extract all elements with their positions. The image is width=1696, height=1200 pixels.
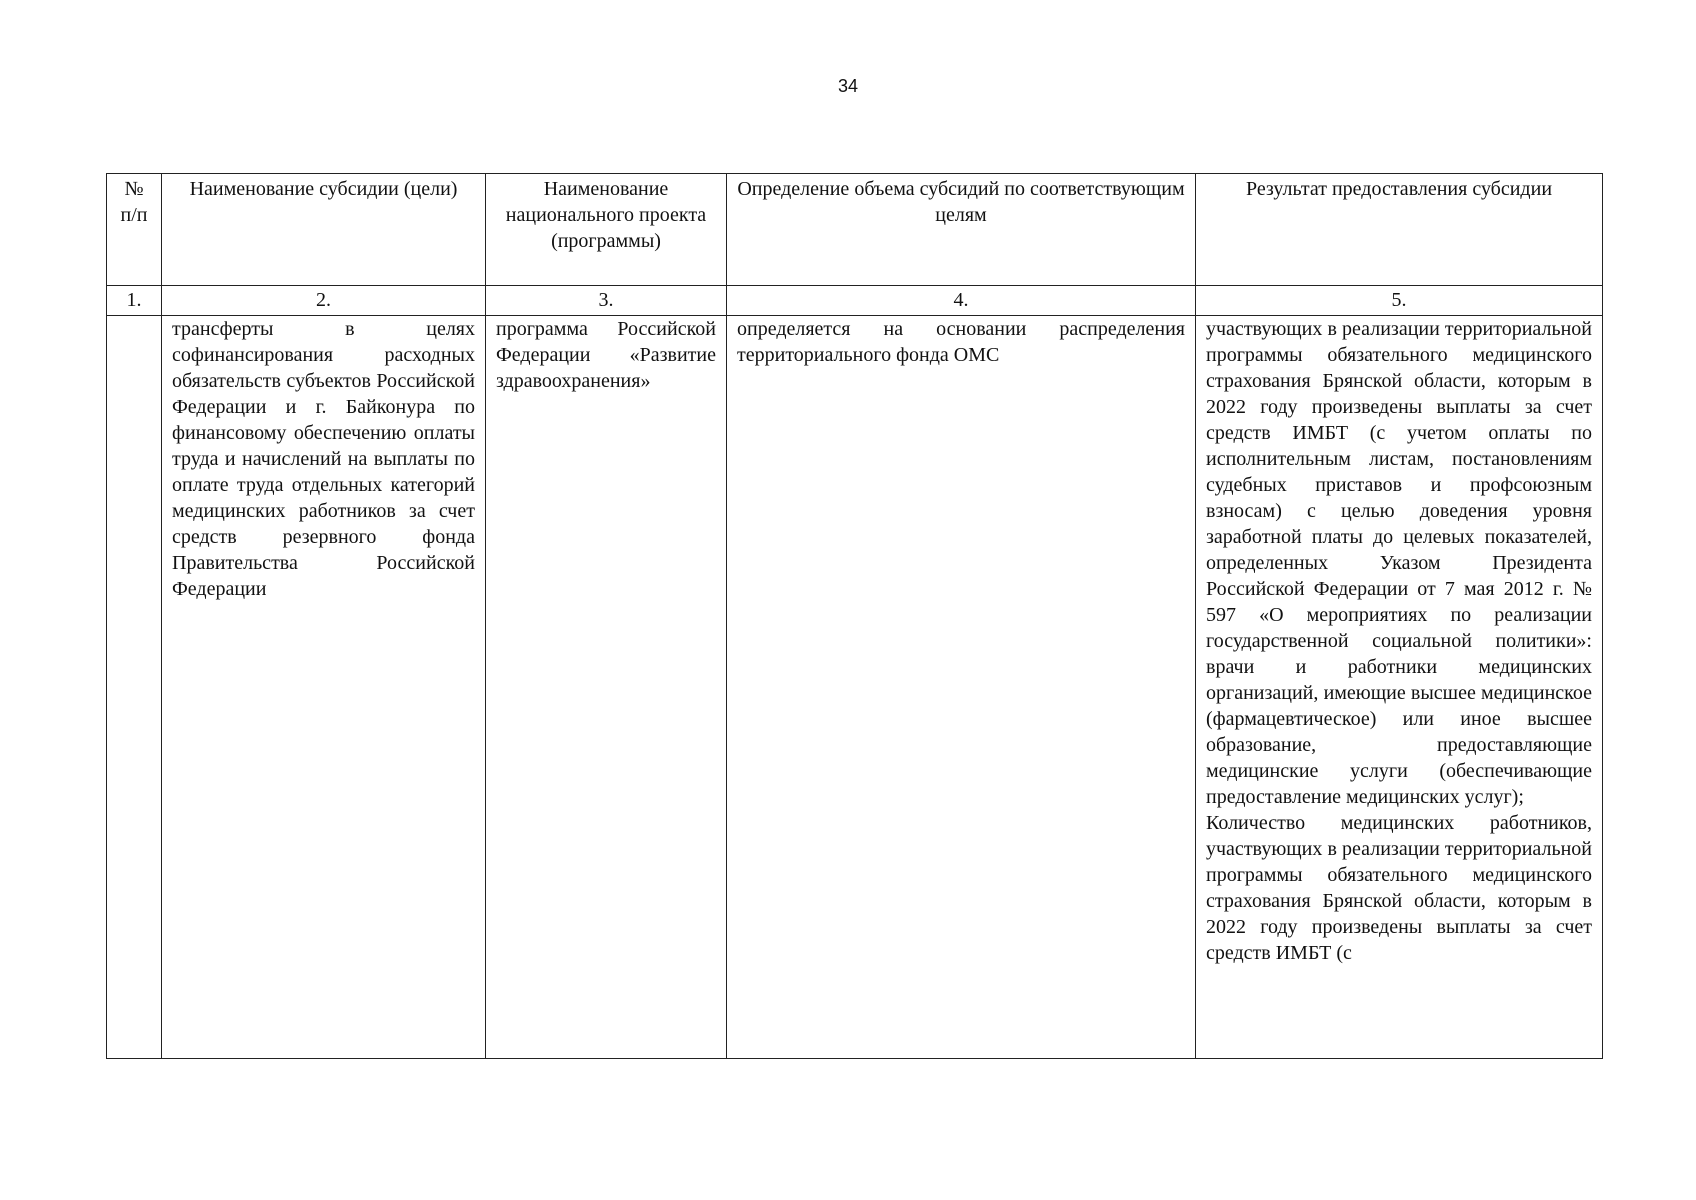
column-number-4: 4.	[727, 286, 1196, 316]
table-row	[107, 316, 1603, 1059]
header-result: Результат предоставления субсидии	[1196, 174, 1603, 286]
cell-result	[1196, 316, 1603, 1059]
cell-volume-definition: определяется на основании распределения территориального фонда ОМС	[727, 316, 1196, 1059]
page-number: 34	[837, 76, 859, 96]
header-subsidy-name: Наименование субсидии (цели)	[162, 174, 486, 286]
cell-project-name: программа Российской Федерации «Развитие здравоохранения»	[486, 316, 727, 1059]
column-numbers-row	[107, 286, 1603, 316]
result-text-part1: участвующих в реализации территориальной программы обязательного медицинского страхования Брянской области, которым в 2022 году произведены выплаты за счет средств ИМБТ (с учетом оплаты по исполнительным листам, постановлениям судебных приставов и профсоюзным взносам) с целью доведения уровня заработной платы до целевых показателей, определенных Указом Президента Российской Федерации от 7 мая 2012 г. № 597 «О мероприятиях по реализации государственной социальной политики»: врачи и работники медицинских организаций, имеющие высшее медицинское (фармацевтическое) или иное высшее образование, предоставляющие медицинские услуги (обеспечивающие предоставление медицинских услуг);	[1206, 318, 1592, 808]
header-number: № п/п	[107, 174, 162, 286]
result-text-part2: Количество медицинских работников, участвующих в реализации территориальной программы обязательного медицинского страхования Брянской области, которым в 2022 году произведены выплаты за счет средств ИМБТ (с	[1206, 812, 1592, 964]
column-number-2: 2.	[162, 286, 486, 316]
header-volume-definition: Определение объема субсидий по соответствующим целям	[727, 174, 1196, 286]
header-project-name: Наименование национального проекта (программы)	[486, 174, 727, 286]
table-header-row	[107, 174, 1603, 286]
column-number-3: 3.	[486, 286, 727, 316]
subsidy-table	[106, 173, 1603, 1059]
column-number-5: 5.	[1196, 286, 1603, 316]
cell-subsidy-name: трансферты в целях софинансирования расходных обязательств субъектов Российской Федерации и г. Байконура по финансовому обеспечению оплаты труда и начислений на выплаты по оплате труда отдельных категорий медицинских работников за счет средств резервного фонда Правительства Российской Федерации	[162, 316, 486, 1059]
column-number-1: 1.	[107, 286, 162, 316]
cell-row-number	[107, 316, 162, 1059]
